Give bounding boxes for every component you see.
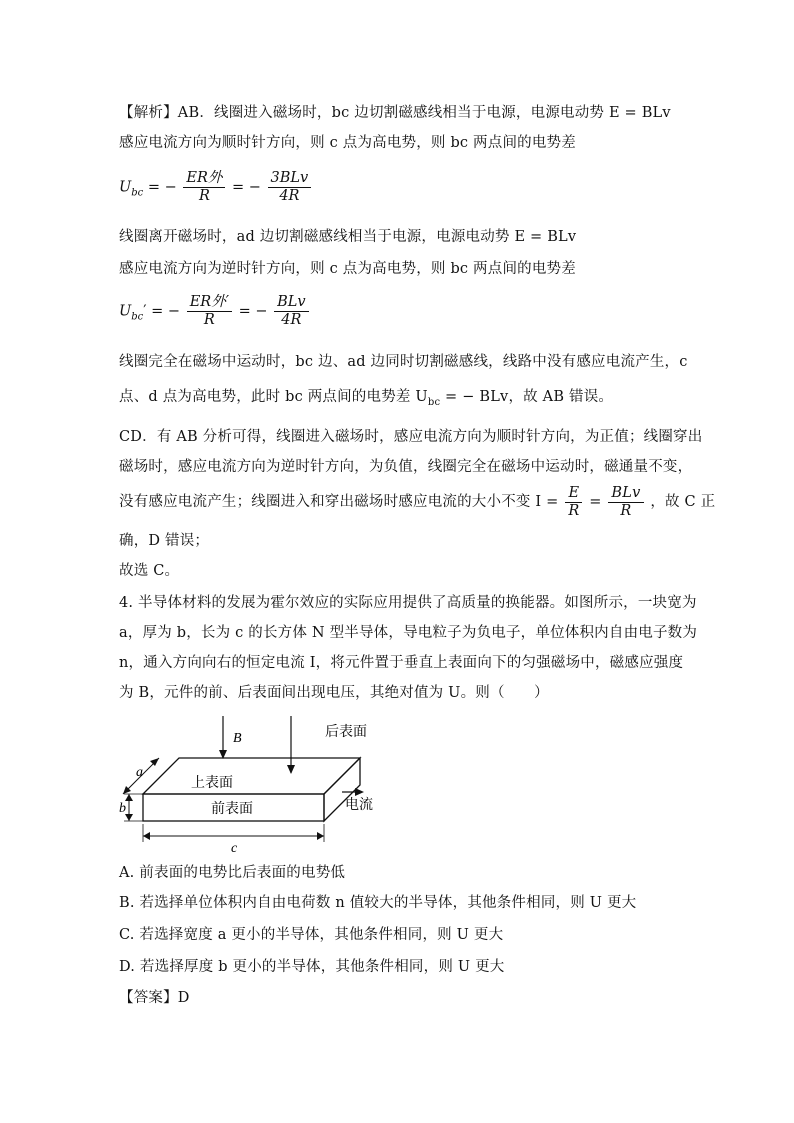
option-b: B. 若选择单位体积内自由电荷数 n 值较大的半导体，其他条件相同，则 U 更大: [119, 895, 637, 911]
analysis-line-3: 线圈离开磁场时，ad 边切割磁感线相当于电源，电源电动势 E = BLv: [119, 229, 577, 245]
analysis-line-9: 没有感应电流产生；线圈进入和穿出磁场时感应电流的大小不变 I = $\frac{E}{R}$ = $\frac{\text{BLv}}{R}$ ，故 C 正: [119, 484, 716, 519]
answer-line: 【答案】D: [119, 990, 190, 1006]
fraction-denominator: 4R: [279, 188, 300, 204]
line-text: 没有感应电流产生；线圈进入和穿出磁场时感应电流的大小不变 I =: [119, 494, 559, 510]
label-top-surface: 上表面: [191, 775, 233, 791]
analysis-line-7: CD．有 AB 分析可得，线圈进入磁场时，感应电流方向为顺时针方向，为正值；线圈穿出: [119, 429, 703, 445]
fraction: [187, 294, 232, 329]
question-line-2: a，厚为 b，长为 c 的长方体 N 型半导体，导电粒子为负电子，单位体积内自由电子数为: [119, 625, 698, 641]
fraction-denominator: R: [620, 502, 632, 519]
fraction: [183, 170, 225, 205]
fraction: [565, 485, 582, 520]
label-width-a: a: [136, 765, 143, 780]
formula-lhs: U: [119, 303, 132, 320]
line-text: ，故 C 正: [650, 494, 716, 510]
fraction-numerator: ER外′: [187, 294, 232, 312]
fraction-numerator: 3BLv: [268, 170, 312, 188]
fraction-denominator: 4R: [281, 312, 302, 328]
hall-effect-diagram: [119, 712, 389, 854]
fraction-numerator: BLv: [608, 485, 643, 503]
analysis-line-8: 磁场时，感应电流方向为逆时针方向，为负值，线圈完全在磁场中运动时，磁通量不变，: [119, 459, 693, 475]
analysis-line-5: 线圈完全在磁场中运动时，bc 边、ad 边同时切割磁感线，线路中没有感应电流产生，c: [119, 354, 688, 370]
label-current: 电流: [345, 797, 373, 813]
line-text: 点、d 点为高电势，此时 bc 两点间的电势差 U: [119, 389, 428, 405]
question-line-1: 4. 半导体材料的发展为霍尔效应的实际应用提供了高质量的换能器。如图所示，一块宽为: [119, 595, 697, 611]
fraction-numerator: BLv: [274, 294, 308, 312]
fraction-numerator: E: [565, 485, 582, 503]
analysis-line-4: 感应电流方向为逆时针方向，则 c 点为高电势，则 bc 两点间的电势差: [119, 261, 576, 277]
analysis-line-2: 感应电流方向为顺时针方向，则 c 点为高电势，则 bc 两点间的电势差: [119, 135, 576, 151]
formula-sub: bc: [131, 187, 144, 199]
fraction-denominator: R: [568, 502, 580, 519]
label-back-surface: 后表面: [325, 724, 367, 740]
option-c: C. 若选择宽度 a 更小的半导体，其他条件相同，则 U 更大: [119, 927, 504, 943]
formula-ubc: $U_{bc}$ = − $\frac{\text{ER外}}{R}$ = − $\frac{\text{3BLv}}{4R}$: [119, 170, 313, 205]
formula-lhs: U: [119, 179, 132, 196]
label-front-surface: 前表面: [211, 801, 253, 817]
line-text: = − BLv，故 AB 错误。: [440, 389, 614, 405]
label-b-field: B: [233, 731, 242, 746]
formula-ubc-prime: $U_{bc}'$ = − $\frac{\text{ER外′}}{R}$ = − $\frac{\text{BLv}}{4R}$: [119, 294, 311, 329]
analysis-line-10: 确，D 错误；: [119, 533, 210, 549]
formula-sub: bc: [427, 396, 441, 408]
fraction: [608, 485, 643, 520]
label-length-c: c: [231, 841, 238, 854]
fraction: [268, 170, 312, 205]
analysis-line-1: 【解析】AB．线圈进入磁场时，bc 边切割磁感线相当于电源，电源电动势 E = BLv: [119, 105, 671, 121]
question-line-3: n，通入方向向右的恒定电流 I，将元件置于垂直上表面向下的匀强磁场中，磁感应强度: [119, 655, 684, 671]
formula-sub: bc: [131, 311, 144, 323]
analysis-line-6: [119, 388, 613, 412]
analysis-line-11: 故选 C。: [119, 563, 180, 579]
option-a: A. 前表面的电势比后表面的电势低: [119, 865, 346, 881]
fraction-numerator: ER外: [183, 170, 225, 188]
fraction-denominator: R: [198, 188, 210, 204]
fraction-denominator: R: [203, 312, 215, 328]
fraction: [274, 294, 308, 329]
option-d: D. 若选择厚度 b 更小的半导体，其他条件相同，则 U 更大: [119, 959, 505, 975]
question-line-4: 为 B，元件的前、后表面间出现电压，其绝对值为 U。则（ ）: [119, 685, 549, 701]
label-thickness-b: b: [119, 801, 126, 816]
